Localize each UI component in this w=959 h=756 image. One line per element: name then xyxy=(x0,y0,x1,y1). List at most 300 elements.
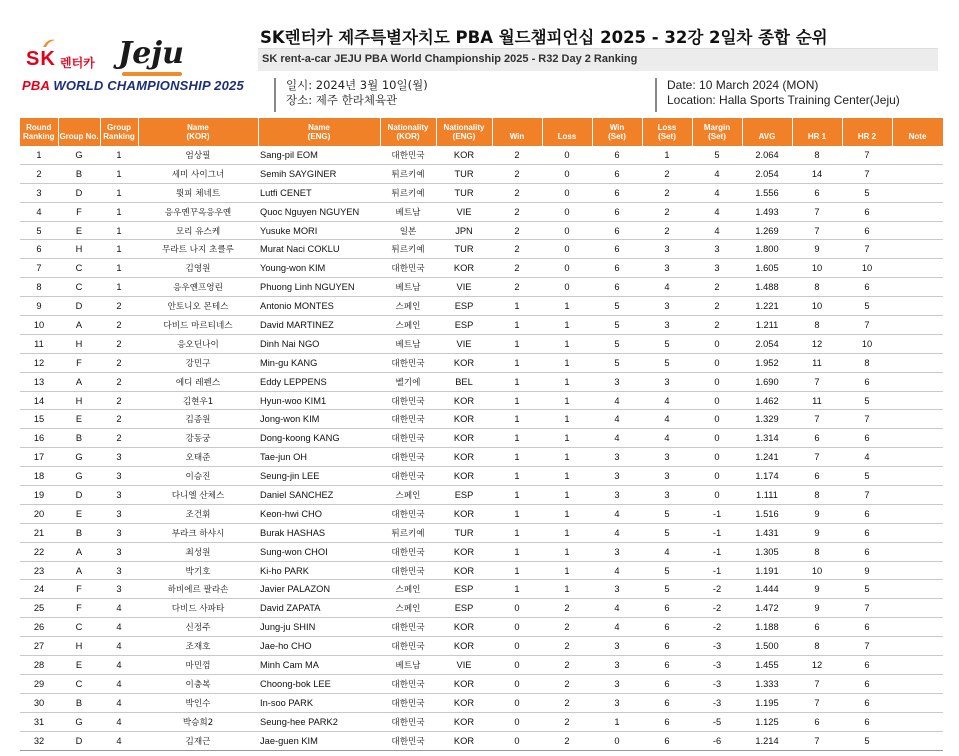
table-cell: 6 xyxy=(842,693,892,712)
table-cell: 0 xyxy=(492,712,542,731)
table-cell xyxy=(892,259,943,278)
table-cell: 1.516 xyxy=(742,504,792,523)
table-cell: 응우옌프엉린 xyxy=(138,278,258,297)
table-cell: 26 xyxy=(20,618,58,637)
table-cell: 대한민국 xyxy=(380,410,436,429)
column-header xyxy=(20,118,58,146)
table-cell: 14 xyxy=(792,164,842,183)
table-cell: David ZAPATA xyxy=(258,599,380,618)
table-cell: -3 xyxy=(692,693,742,712)
column-header-line: Nationality xyxy=(387,123,429,132)
table-cell: 9 xyxy=(792,599,842,618)
table-cell: Antonio MONTES xyxy=(258,297,380,316)
table-cell: G xyxy=(58,712,100,731)
table-cell: TUR xyxy=(436,183,492,202)
table-cell: In-soo PARK xyxy=(258,693,380,712)
table-cell: TUR xyxy=(436,523,492,542)
table-cell: 0 xyxy=(542,202,592,221)
table-row xyxy=(20,183,943,202)
table-cell: 5 xyxy=(692,146,742,164)
table-cell: 1 xyxy=(100,240,138,259)
table-row xyxy=(20,410,943,429)
table-cell: 11 xyxy=(20,334,58,353)
table-cell: 6 xyxy=(592,221,642,240)
table-cell: 1 xyxy=(542,316,592,335)
table-cell xyxy=(892,202,943,221)
table-cell: 4 xyxy=(100,712,138,731)
table-cell: 3 xyxy=(592,656,642,675)
table-cell: 대한민국 xyxy=(380,504,436,523)
column-header xyxy=(842,118,892,146)
table-cell: 7 xyxy=(792,202,842,221)
table-cell: D xyxy=(58,486,100,505)
column-header-line: Win xyxy=(609,123,625,132)
table-cell: 6 xyxy=(842,618,892,637)
table-cell: 1 xyxy=(542,334,592,353)
table-cell: 6 xyxy=(792,183,842,202)
table-cell: 1.269 xyxy=(742,221,792,240)
table-cell: E xyxy=(58,410,100,429)
table-cell: 4 xyxy=(692,164,742,183)
table-cell: 7 xyxy=(792,372,842,391)
table-cell: BEL xyxy=(436,372,492,391)
table-cell: 7 xyxy=(792,221,842,240)
table-cell: 19 xyxy=(20,486,58,505)
table-cell: 6 xyxy=(592,202,642,221)
table-row xyxy=(20,353,943,372)
table-cell: 2 xyxy=(542,693,592,712)
table-cell xyxy=(892,353,943,372)
table-cell: 7 xyxy=(792,693,842,712)
column-header-line xyxy=(843,123,892,132)
table-cell: 4 xyxy=(592,391,642,410)
table-cell: 2.054 xyxy=(742,334,792,353)
column-header-line xyxy=(893,123,943,132)
column-header xyxy=(592,118,642,146)
table-cell: 1 xyxy=(592,712,642,731)
table-cell: Choong-bok LEE xyxy=(258,674,380,693)
table-cell: 7 xyxy=(792,410,842,429)
table-cell: G xyxy=(58,448,100,467)
table-cell: ESP xyxy=(436,316,492,335)
table-cell: KOR xyxy=(436,618,492,637)
table-cell: Min-gu KANG xyxy=(258,353,380,372)
table-cell: 베트남 xyxy=(380,656,436,675)
table-cell xyxy=(892,674,943,693)
table-cell: 세미 사이그너 xyxy=(138,164,258,183)
table-cell: 17 xyxy=(20,448,58,467)
table-cell: 6 xyxy=(792,618,842,637)
table-cell: 4 xyxy=(842,448,892,467)
table-cell: D xyxy=(58,297,100,316)
table-cell: 3 xyxy=(592,693,642,712)
table-cell: 6 xyxy=(642,674,692,693)
table-cell: 12 xyxy=(792,656,842,675)
table-cell: Young-won KIM xyxy=(258,259,380,278)
table-cell: 1.125 xyxy=(742,712,792,731)
table-cell: 최성원 xyxy=(138,542,258,561)
table-cell: 6 xyxy=(842,372,892,391)
table-cell: 박인수 xyxy=(138,693,258,712)
table-cell: 4 xyxy=(592,599,642,618)
table-cell: 2 xyxy=(100,410,138,429)
table-cell: 6 xyxy=(842,202,892,221)
subtitle-bar xyxy=(258,48,938,71)
table-cell: E xyxy=(58,221,100,240)
table-cell: 1.188 xyxy=(742,618,792,637)
table-cell: 0 xyxy=(692,467,742,486)
table-cell: 1 xyxy=(492,297,542,316)
table-cell: KOR xyxy=(436,448,492,467)
table-cell: 3 xyxy=(642,467,692,486)
table-cell: 0 xyxy=(542,240,592,259)
table-cell: 27 xyxy=(20,637,58,656)
table-cell xyxy=(892,278,943,297)
table-cell: 30 xyxy=(20,693,58,712)
table-cell xyxy=(892,580,943,599)
table-cell: Sung-won CHOI xyxy=(258,542,380,561)
table-cell: 1 xyxy=(100,202,138,221)
table-cell: ESP xyxy=(436,486,492,505)
date-eng: Date: 10 March 2024 (MON) xyxy=(667,78,819,92)
table-cell: 대한민국 xyxy=(380,542,436,561)
table-cell: 6 xyxy=(842,429,892,448)
table-cell: 대한민국 xyxy=(380,391,436,410)
table-cell: 오태준 xyxy=(138,448,258,467)
column-header-line: AVG xyxy=(758,132,776,141)
table-cell: 6 xyxy=(592,278,642,297)
table-cell: 2 xyxy=(692,278,742,297)
table-cell: 2 xyxy=(642,202,692,221)
table-cell: 1 xyxy=(542,504,592,523)
table-cell xyxy=(892,221,943,240)
table-cell: 8 xyxy=(792,637,842,656)
table-cell: 1 xyxy=(100,183,138,202)
table-cell: 벨기에 xyxy=(380,372,436,391)
column-header-line: Ranking xyxy=(22,132,55,141)
table-cell: 1 xyxy=(100,259,138,278)
table-cell: 6 xyxy=(20,240,58,259)
table-cell: 3 xyxy=(642,316,692,335)
table-cell xyxy=(892,486,943,505)
table-cell: 스페인 xyxy=(380,486,436,505)
table-cell: 1.472 xyxy=(742,599,792,618)
table-header xyxy=(20,118,943,146)
table-cell: 4 xyxy=(642,429,692,448)
table-cell: 8 xyxy=(842,353,892,372)
table-cell: 1 xyxy=(542,353,592,372)
table-cell: 3 xyxy=(100,523,138,542)
table-cell: 대한민국 xyxy=(380,674,436,693)
table-cell: KOR xyxy=(436,259,492,278)
table-cell: Dong-koong KANG xyxy=(258,429,380,448)
table-row xyxy=(20,316,943,335)
table-cell: Jung-ju SHIN xyxy=(258,618,380,637)
table-row xyxy=(20,656,943,675)
column-header-line: Loss xyxy=(557,132,577,141)
table-row xyxy=(20,240,943,259)
table-cell: 1 xyxy=(100,278,138,297)
table-cell: 대한민국 xyxy=(380,731,436,750)
table-cell: 9 xyxy=(792,504,842,523)
column-header xyxy=(380,118,436,146)
table-cell: ESP xyxy=(436,297,492,316)
table-cell: A xyxy=(58,542,100,561)
table-cell: 1 xyxy=(492,372,542,391)
table-cell: 강민구 xyxy=(138,353,258,372)
table-row xyxy=(20,221,943,240)
info-box-english xyxy=(655,78,957,112)
table-cell xyxy=(892,561,943,580)
table-cell: -6 xyxy=(692,731,742,750)
table-row xyxy=(20,448,943,467)
ranking-table xyxy=(20,118,944,751)
table-cell: KOR xyxy=(436,410,492,429)
table-cell: 2 xyxy=(642,164,692,183)
table-cell xyxy=(892,183,943,202)
table-cell: 1 xyxy=(492,353,542,372)
table-cell: 다비드 사파타 xyxy=(138,599,258,618)
column-header-line xyxy=(59,123,100,132)
table-cell: KOR xyxy=(436,391,492,410)
table-cell: 8 xyxy=(20,278,58,297)
table-cell: 1.191 xyxy=(742,561,792,580)
table-cell: 1 xyxy=(542,372,592,391)
table-cell: 1.314 xyxy=(742,429,792,448)
table-cell: 1 xyxy=(492,391,542,410)
table-cell: Lutfi CENET xyxy=(258,183,380,202)
table-cell: Phuong Linh NGUYEN xyxy=(258,278,380,297)
table-row xyxy=(20,504,943,523)
table-cell: Yusuke MORI xyxy=(258,221,380,240)
table-cell: F xyxy=(58,599,100,618)
table-cell: 2 xyxy=(692,316,742,335)
table-cell: 1.493 xyxy=(742,202,792,221)
table-cell: 베트남 xyxy=(380,334,436,353)
table-cell: Minh Cam MA xyxy=(258,656,380,675)
table-row xyxy=(20,259,943,278)
table-cell: 1.800 xyxy=(742,240,792,259)
table-cell xyxy=(892,146,943,164)
table-row xyxy=(20,486,943,505)
table-cell: Hyun-woo KIM1 xyxy=(258,391,380,410)
table-cell: 1 xyxy=(542,542,592,561)
table-cell: C xyxy=(58,674,100,693)
table-cell: 응우옌꾸옥응우옌 xyxy=(138,202,258,221)
table-cell: 1 xyxy=(492,448,542,467)
table-cell xyxy=(892,542,943,561)
table-cell: 5 xyxy=(642,523,692,542)
table-cell: 4 xyxy=(592,410,642,429)
column-header-line: Nationality xyxy=(443,123,485,132)
table-cell: 2 xyxy=(542,637,592,656)
table-cell: 튀르키예 xyxy=(380,240,436,259)
table-cell: 6 xyxy=(842,656,892,675)
table-cell: 신정주 xyxy=(138,618,258,637)
table-cell: 2 xyxy=(492,183,542,202)
table-cell: 1 xyxy=(542,523,592,542)
table-cell xyxy=(892,731,943,750)
table-cell: 9 xyxy=(792,240,842,259)
jeju-swoosh xyxy=(122,72,182,76)
table-cell: G xyxy=(58,467,100,486)
table-cell: 이충복 xyxy=(138,674,258,693)
date-kor: 일시: 2024년 3월 10일(월) xyxy=(286,78,428,92)
table-cell: 5 xyxy=(842,297,892,316)
table-cell: -2 xyxy=(692,580,742,599)
table-cell: 4 xyxy=(692,183,742,202)
table-cell: 대한민국 xyxy=(380,429,436,448)
column-header-line: Note xyxy=(908,132,927,141)
location-kor: 장소: 제주 한라체육관 xyxy=(286,93,398,107)
table-cell: 1.305 xyxy=(742,542,792,561)
table-cell xyxy=(892,618,943,637)
table-cell: 5 xyxy=(642,353,692,372)
table-cell xyxy=(892,164,943,183)
table-cell: ESP xyxy=(436,580,492,599)
table-cell: 1.952 xyxy=(742,353,792,372)
table-cell: 1.221 xyxy=(742,297,792,316)
table-cell: C xyxy=(58,278,100,297)
table-cell: 김현우1 xyxy=(138,391,258,410)
table-cell: KOR xyxy=(436,693,492,712)
table-cell: 0 xyxy=(492,618,542,637)
table-cell: 대한민국 xyxy=(380,712,436,731)
table-cell: 7 xyxy=(842,146,892,164)
table-cell: 6 xyxy=(592,146,642,164)
table-cell: 1 xyxy=(542,486,592,505)
table-cell: 1 xyxy=(492,316,542,335)
table-cell: 1 xyxy=(492,334,542,353)
table-cell: 0 xyxy=(492,731,542,750)
table-cell: 3 xyxy=(592,542,642,561)
table-cell: 1 xyxy=(492,486,542,505)
table-cell: 4 xyxy=(642,410,692,429)
table-cell: 1.605 xyxy=(742,259,792,278)
table-cell: 2 xyxy=(100,316,138,335)
table-cell: 6 xyxy=(792,467,842,486)
table-cell: 0 xyxy=(692,334,742,353)
table-cell: 4 xyxy=(100,618,138,637)
table-cell: C xyxy=(58,618,100,637)
table-cell: 9 xyxy=(842,561,892,580)
table-cell: 2 xyxy=(100,297,138,316)
table-cell: 2 xyxy=(492,164,542,183)
table-cell: 5 xyxy=(642,561,692,580)
table-cell: TUR xyxy=(436,164,492,183)
column-header xyxy=(792,118,842,146)
table-cell: 22 xyxy=(20,542,58,561)
table-cell: -2 xyxy=(692,618,742,637)
table-cell: 대한민국 xyxy=(380,618,436,637)
table-cell: -1 xyxy=(692,504,742,523)
table-cell: 3 xyxy=(592,448,642,467)
table-cell: 1.488 xyxy=(742,278,792,297)
header-row xyxy=(20,118,943,146)
table-cell: 1.333 xyxy=(742,674,792,693)
table-row xyxy=(20,391,943,410)
table-cell: 0 xyxy=(492,674,542,693)
table-cell: 9 xyxy=(20,297,58,316)
table-cell: -1 xyxy=(692,523,742,542)
table-cell: 7 xyxy=(20,259,58,278)
table-cell: 5 xyxy=(842,183,892,202)
table-cell: 0 xyxy=(492,599,542,618)
column-header xyxy=(892,118,943,146)
table-cell: 2.064 xyxy=(742,146,792,164)
table-row xyxy=(20,164,943,183)
table-cell: A xyxy=(58,561,100,580)
table-cell: 2 xyxy=(100,429,138,448)
table-cell: B xyxy=(58,693,100,712)
column-header-line: Name xyxy=(187,123,209,132)
table-cell: -1 xyxy=(692,542,742,561)
table-cell: 4 xyxy=(692,221,742,240)
table-cell: 4 xyxy=(642,391,692,410)
page-title: SK렌터카 제주특별자치도 PBA 월드챔피언십 2025 - 32강 2일차 종합 순위 xyxy=(260,28,828,47)
table-cell: B xyxy=(58,523,100,542)
table-cell: VIE xyxy=(436,278,492,297)
column-header-line: (Set) xyxy=(708,132,726,141)
table-cell: 스페인 xyxy=(380,297,436,316)
table-cell: 5 xyxy=(642,580,692,599)
table-cell: 4 xyxy=(642,278,692,297)
table-cell: 3 xyxy=(642,448,692,467)
table-cell: Eddy LEPPENS xyxy=(258,372,380,391)
table-cell: 4 xyxy=(20,202,58,221)
table-cell: Tae-jun OH xyxy=(258,448,380,467)
table-cell: 8 xyxy=(792,146,842,164)
table-cell: 엄상필 xyxy=(138,146,258,164)
table-cell: 14 xyxy=(20,391,58,410)
table-cell: H xyxy=(58,637,100,656)
table-cell: Jae-guen KIM xyxy=(258,731,380,750)
table-cell: 1.500 xyxy=(742,637,792,656)
table-cell: TUR xyxy=(436,240,492,259)
table-row xyxy=(20,599,943,618)
table-cell: 1.174 xyxy=(742,467,792,486)
column-header-line xyxy=(543,123,592,132)
table-cell: 0 xyxy=(692,410,742,429)
table-cell: 1 xyxy=(542,580,592,599)
table-cell: 1 xyxy=(492,561,542,580)
column-header-line: (ENG) xyxy=(307,132,331,141)
table-cell: 3 xyxy=(692,240,742,259)
column-header-line: Ranking xyxy=(103,132,135,141)
table-cell: 3 xyxy=(692,259,742,278)
table-cell: 3 xyxy=(100,580,138,599)
table-cell xyxy=(892,599,943,618)
table-cell: 일본 xyxy=(380,221,436,240)
table-cell: 1.195 xyxy=(742,693,792,712)
table-cell: Dinh Nai NGO xyxy=(258,334,380,353)
table-cell: 5 xyxy=(842,467,892,486)
table-cell: 7 xyxy=(842,164,892,183)
table-cell: 조건휘 xyxy=(138,504,258,523)
table-cell: F xyxy=(58,353,100,372)
table-cell: 3 xyxy=(100,448,138,467)
table-row xyxy=(20,372,943,391)
table-cell: Ki-ho PARK xyxy=(258,561,380,580)
table-cell: 0 xyxy=(592,731,642,750)
table-row xyxy=(20,618,943,637)
column-header xyxy=(542,118,592,146)
table-cell: Sang-pil EOM xyxy=(258,146,380,164)
table-cell: 7 xyxy=(842,240,892,259)
table-cell: 6 xyxy=(642,599,692,618)
table-row xyxy=(20,542,943,561)
column-header xyxy=(742,118,792,146)
